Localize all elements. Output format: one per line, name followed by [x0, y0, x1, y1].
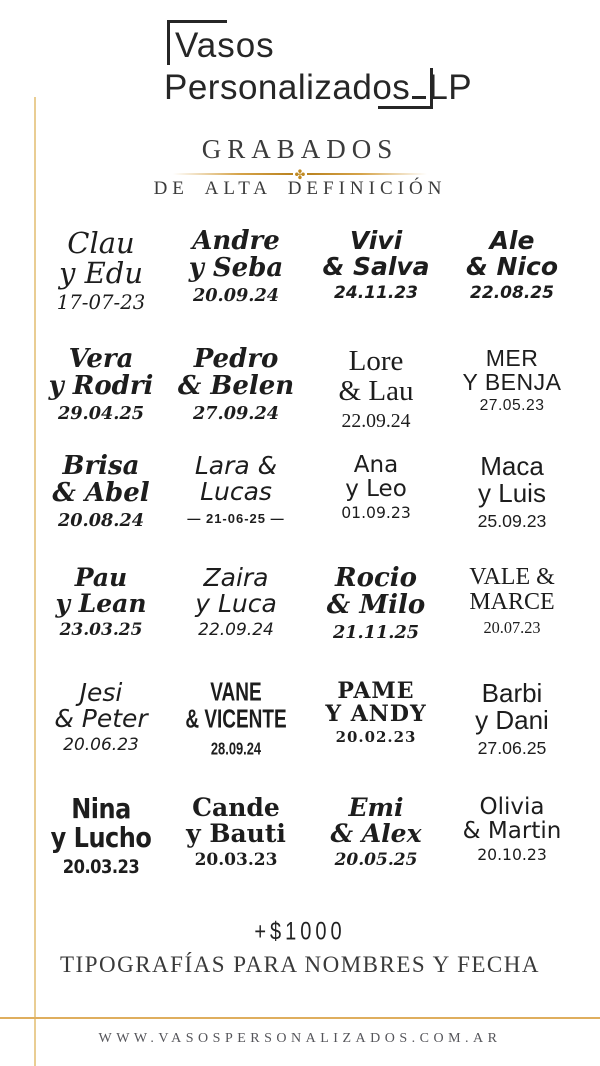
- sample-clau-edu: [36, 228, 166, 346]
- sample-vivi-salva: [306, 228, 446, 346]
- sample-name-line2: & Belen: [177, 371, 295, 402]
- sample-date: 22.09.24: [198, 619, 274, 640]
- sample-jesi-peter: [36, 680, 166, 795]
- logo-word-personalizados: [164, 61, 472, 108]
- sample-andre-seba: [166, 228, 306, 346]
- sample-date: 27.06.25: [477, 737, 547, 758]
- sample-name-line2: & Peter: [54, 704, 148, 734]
- sample-barbi-dani: [446, 680, 578, 795]
- sample-date: 20.02.23: [335, 728, 417, 747]
- sample-name-line1: Lara &: [194, 451, 278, 480]
- sample-date: 20.10.23: [477, 845, 547, 865]
- sample-date: 24.11.23: [334, 282, 418, 303]
- sample-name-line2: y Edu: [58, 256, 143, 291]
- sample-name-line1: Cande: [192, 793, 280, 822]
- sample-name-line1: Vera: [68, 344, 134, 374]
- sample-name-line1: Ana: [353, 452, 399, 478]
- sample-name-line1: MER: [485, 345, 539, 371]
- sample-name-line2: y Lucho: [50, 821, 152, 854]
- extra-price: +$1000: [254, 918, 346, 946]
- sample-name-line1: Maca: [480, 451, 544, 481]
- sample-name-line2: & VICENTE: [185, 705, 287, 734]
- sample-name-line1: Olivia: [479, 794, 545, 820]
- sample-date: 17-07-23: [56, 290, 146, 314]
- logo-word-vasos: Vasos: [175, 26, 275, 65]
- sample-date: 23.03.25: [59, 619, 143, 640]
- page-subtitle: DE ALTA DEFINICIÓN: [153, 178, 447, 199]
- sample-date: 21.11.25: [332, 621, 420, 643]
- sample-name-line2: y Leo: [345, 476, 407, 503]
- sample-ale-nico: [446, 228, 578, 346]
- logo-word-lp: LP: [428, 68, 473, 107]
- divider-line-left: [173, 173, 293, 175]
- sample-name-line1: Andre: [192, 226, 280, 256]
- sample-ana-leo: [306, 453, 446, 565]
- sample-name-line2: y Seba: [188, 253, 284, 284]
- page-title: GRABADOS: [201, 134, 399, 164]
- sample-name-line1: Jesi: [79, 678, 123, 707]
- sample-date: 20.07.23: [483, 618, 541, 638]
- sample-date: — 21-06-25 —: [187, 510, 285, 526]
- sample-name-line1: Brisa: [62, 451, 140, 481]
- sample-name-line2: Y BENJA: [462, 369, 562, 396]
- sample-name-line1: Pedro: [193, 344, 279, 374]
- sample-name-line1: Nina: [71, 792, 131, 825]
- sample-date: 27.09.24: [192, 402, 280, 424]
- sample-name-line2: y Bauti: [186, 819, 286, 849]
- sample-name-line1: Barbi: [481, 678, 543, 708]
- sample-date: 28.09.24: [210, 737, 262, 759]
- sample-name-line1: VALE &: [469, 564, 555, 590]
- sample-olivia-martin: [446, 795, 578, 905]
- sample-name-line1: Ale: [489, 226, 535, 255]
- sample-zaira-luca: [166, 565, 306, 680]
- sample-name-line2: & Martin: [462, 818, 562, 845]
- sample-name-line1: Rocio: [335, 563, 417, 593]
- sample-name-line1: Lore: [348, 345, 404, 377]
- sample-date: 22.09.24: [341, 409, 411, 432]
- sample-name-line1: VANE: [210, 678, 262, 707]
- sample-name-line2: & Alex: [330, 819, 422, 849]
- fleuron-icon: ✤: [294, 166, 306, 182]
- sample-name-line2: & Lau: [338, 375, 414, 408]
- logo-underscore: [412, 61, 426, 99]
- sample-date: 20.06.23: [63, 734, 139, 755]
- sample-pame-andy: [306, 680, 446, 795]
- sample-nina-lucho: [36, 792, 166, 922]
- bottom-caption: TIPOGRAFÍAS PARA NOMBRES Y FECHA: [60, 952, 540, 977]
- sample-name-line2: Lucas: [200, 477, 272, 507]
- typography-samples-grid: [36, 228, 578, 905]
- sample-lara-lucas: [166, 453, 306, 565]
- sample-emi-alex: [306, 795, 446, 905]
- sample-date: 27.05.23: [479, 397, 545, 415]
- sample-date: 01.09.23: [341, 503, 411, 523]
- sample-name-line2: y Luca: [195, 589, 277, 619]
- sample-name-line1: Zaira: [203, 563, 269, 592]
- sample-brisa-abel: [36, 453, 166, 565]
- footer-gold-rule: [0, 1017, 600, 1019]
- sample-date: 20.09.24: [192, 284, 280, 306]
- sample-name-line1: Clau: [67, 226, 135, 260]
- sample-name-line1: Vivi: [349, 226, 403, 255]
- sample-vane-vicente: [166, 680, 306, 835]
- logo-word2-text: Personalizados: [164, 68, 411, 107]
- sample-name-line2: & Milo: [326, 590, 426, 621]
- sample-date: 20.03.23: [194, 849, 278, 870]
- sample-date: 20.05.25: [334, 849, 418, 870]
- sample-pau-lean: [36, 565, 166, 680]
- sample-name-line2: Y ANDY: [325, 701, 427, 728]
- sample-name-line2: y Dani: [475, 705, 549, 736]
- sample-maca-luis: [446, 453, 578, 565]
- sample-mer-benja: [446, 346, 578, 453]
- sample-name-line1: Pau: [74, 563, 128, 592]
- sample-vera-rodri: [36, 346, 166, 453]
- sample-name-line2: y Luis: [478, 478, 546, 509]
- sample-name-line2: & Abel: [52, 478, 150, 509]
- sample-rocio-milo: [306, 565, 446, 680]
- sample-date: 22.08.25: [470, 282, 554, 303]
- sample-lore-lau: [306, 346, 446, 453]
- divider-line-right: [307, 173, 427, 175]
- sample-name-line2: MARCE: [469, 589, 555, 616]
- sample-name-line1: PAME: [337, 678, 415, 704]
- website-url: WWW.VASOSPERSONALIZADOS.COM.AR: [98, 1031, 502, 1046]
- sample-date: 20.03.23: [62, 856, 140, 879]
- sample-name-line1: Emi: [348, 793, 404, 822]
- sample-date: 29.04.25: [57, 402, 145, 424]
- sample-vale-marce: [446, 565, 578, 680]
- sample-date: 20.08.24: [57, 509, 145, 531]
- sample-date: 25.09.23: [477, 510, 547, 531]
- sample-name-line2: & Nico: [466, 252, 558, 282]
- sample-name-line2: & Salva: [322, 252, 430, 282]
- sample-pedro-belen: [166, 346, 306, 453]
- sample-name-line2: y Rodri: [48, 371, 154, 402]
- sample-name-line2: y Lean: [55, 589, 147, 619]
